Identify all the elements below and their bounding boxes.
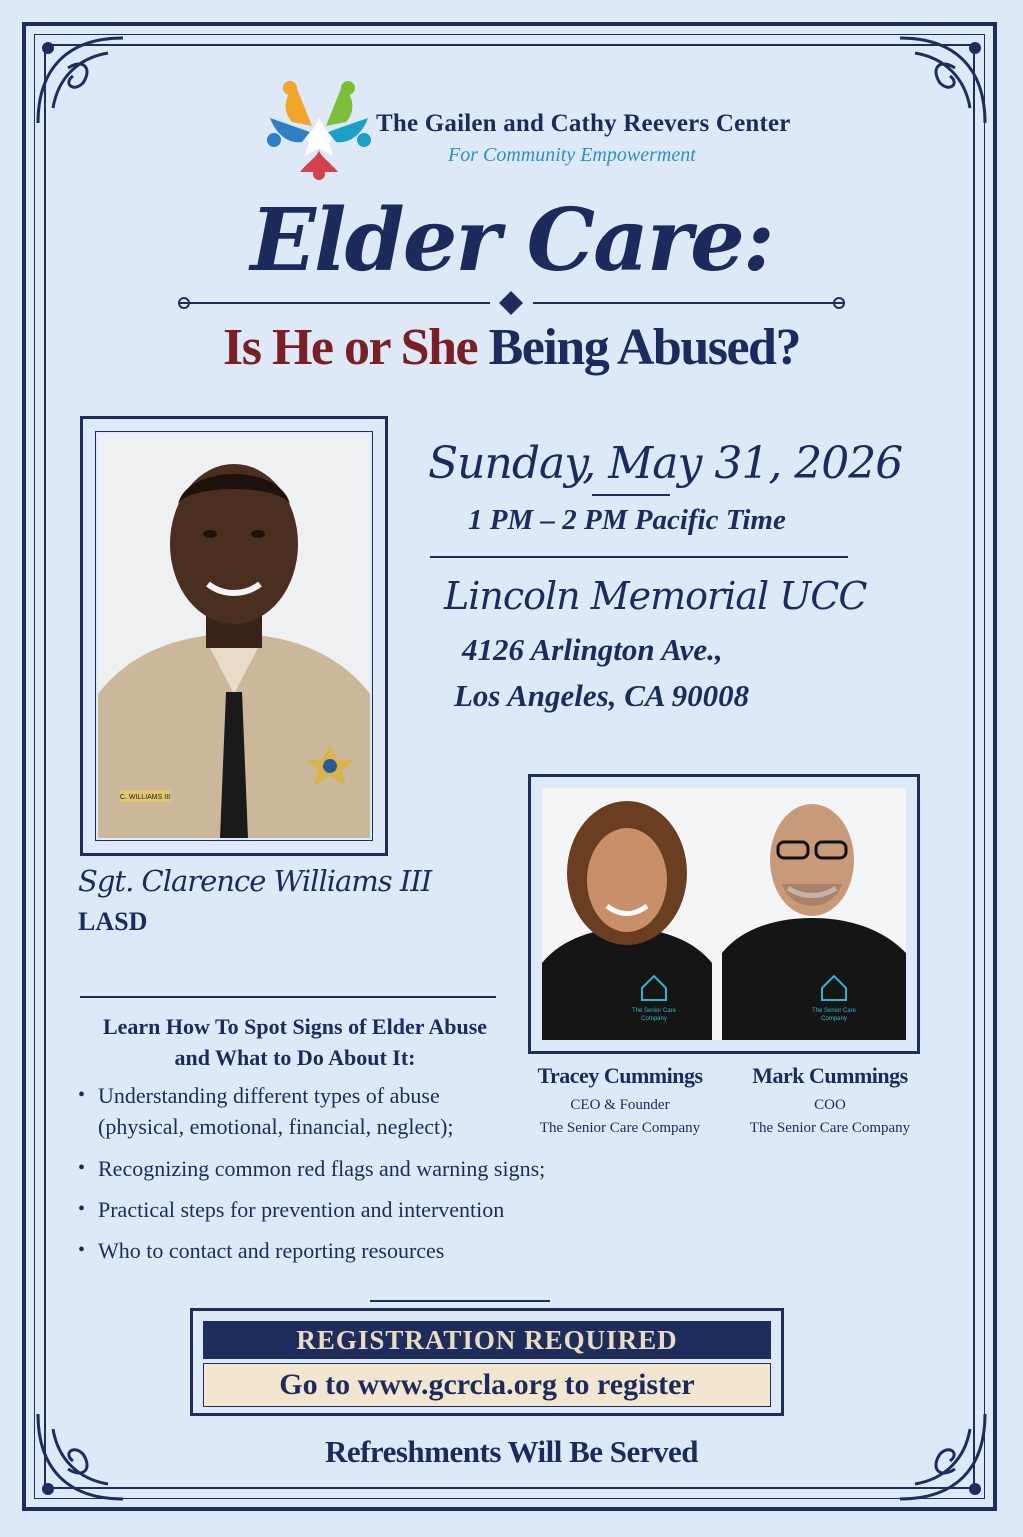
subtitle (0, 318, 1023, 377)
learn-bullet-item (78, 1080, 545, 1111)
corner-ornament-top-left (28, 28, 138, 138)
learn-heading-line1: Learn How To Spot Signs of Elder Abuse (102, 1014, 488, 1039)
learn-bullet-text: Understanding different types of abuse (98, 1083, 440, 1108)
event-date: Sunday, May 31, 2026 (428, 438, 903, 489)
bullet-icon: • (78, 1239, 86, 1261)
registration-heading: REGISTRATION REQUIRED (203, 1321, 771, 1359)
co-speaker-2-name: Mark Cummings (752, 1063, 908, 1088)
event-venue: Lincoln Memorial UCC (444, 574, 867, 618)
registration-top-rule (370, 1300, 550, 1302)
learn-bullet-list (78, 1080, 545, 1276)
page-title: Elder Care: (250, 190, 773, 291)
nametag-text: C. WILLIAMS III (119, 794, 171, 801)
bullet-icon: • (78, 1157, 86, 1179)
registration-box (190, 1308, 784, 1416)
co-speakers-photo (542, 788, 906, 1040)
co-speaker-1-company: The Senior Care Company (539, 1120, 701, 1136)
corner-ornament-top-right (885, 28, 995, 138)
learn-bullet-item (78, 1153, 545, 1184)
date-underline (592, 494, 670, 496)
event-address-line2: Los Angeles, CA 90008 (454, 678, 750, 713)
bullet-icon: • (78, 1198, 86, 1220)
organization-name: The Gailen and Cathy Reevers Center (376, 110, 791, 137)
organization-tagline: For Community Empowerment (448, 144, 696, 166)
learn-bullet-text: Practical steps for prevention and intervention (98, 1197, 505, 1222)
bullet-icon: • (78, 1084, 86, 1106)
main-speaker-name: Sgt. Clarence Williams III (78, 864, 432, 898)
learn-bullet-text: (physical, emotional, financial, neglect); (98, 1114, 454, 1139)
registration-instruction[interactable]: Go to www.gcrcla.org to register (203, 1363, 771, 1407)
learn-heading (80, 1011, 510, 1073)
co-speaker-1-role: CEO & Founder (570, 1097, 670, 1113)
organization-logo (266, 76, 372, 182)
time-divider (430, 556, 848, 558)
event-address-line1: 4126 Arlington Ave., (462, 632, 723, 667)
learn-bullet-continuation (78, 1111, 545, 1142)
learn-heading-line2: and What to Do About It: (174, 1045, 416, 1070)
learn-bullet-text: Who to contact and reporting resources (98, 1238, 445, 1263)
main-speaker-org: LASD (78, 907, 148, 936)
learn-bullet-text: Recognizing common red flags and warning signs; (98, 1156, 546, 1181)
subtitle-blue-part: Being Abused? (488, 319, 800, 376)
shirt-logo-right-line1: The Senior Care (811, 1008, 857, 1014)
shirt-logo-right-line2: Company (821, 1016, 847, 1022)
subtitle-red-part: Is He or She (223, 319, 478, 376)
learn-bullet-item (78, 1235, 545, 1266)
shirt-logo-left-line2: Company (641, 1016, 667, 1022)
main-speaker-photo (98, 434, 370, 838)
learn-bullet-item (78, 1194, 545, 1225)
co-speaker-1-name: Tracey Cummings (537, 1063, 703, 1088)
learn-divider (80, 996, 496, 998)
event-time: 1 PM – 2 PM Pacific Time (468, 504, 786, 536)
shirt-logo-left-line1: The Senior Care (631, 1008, 677, 1014)
co-speaker-2-role: COO (814, 1097, 846, 1113)
title-divider-ornament (170, 288, 853, 318)
co-speaker-2-company: The Senior Care Company (749, 1120, 911, 1136)
refreshments-note: Refreshments Will Be Served (324, 1434, 699, 1469)
